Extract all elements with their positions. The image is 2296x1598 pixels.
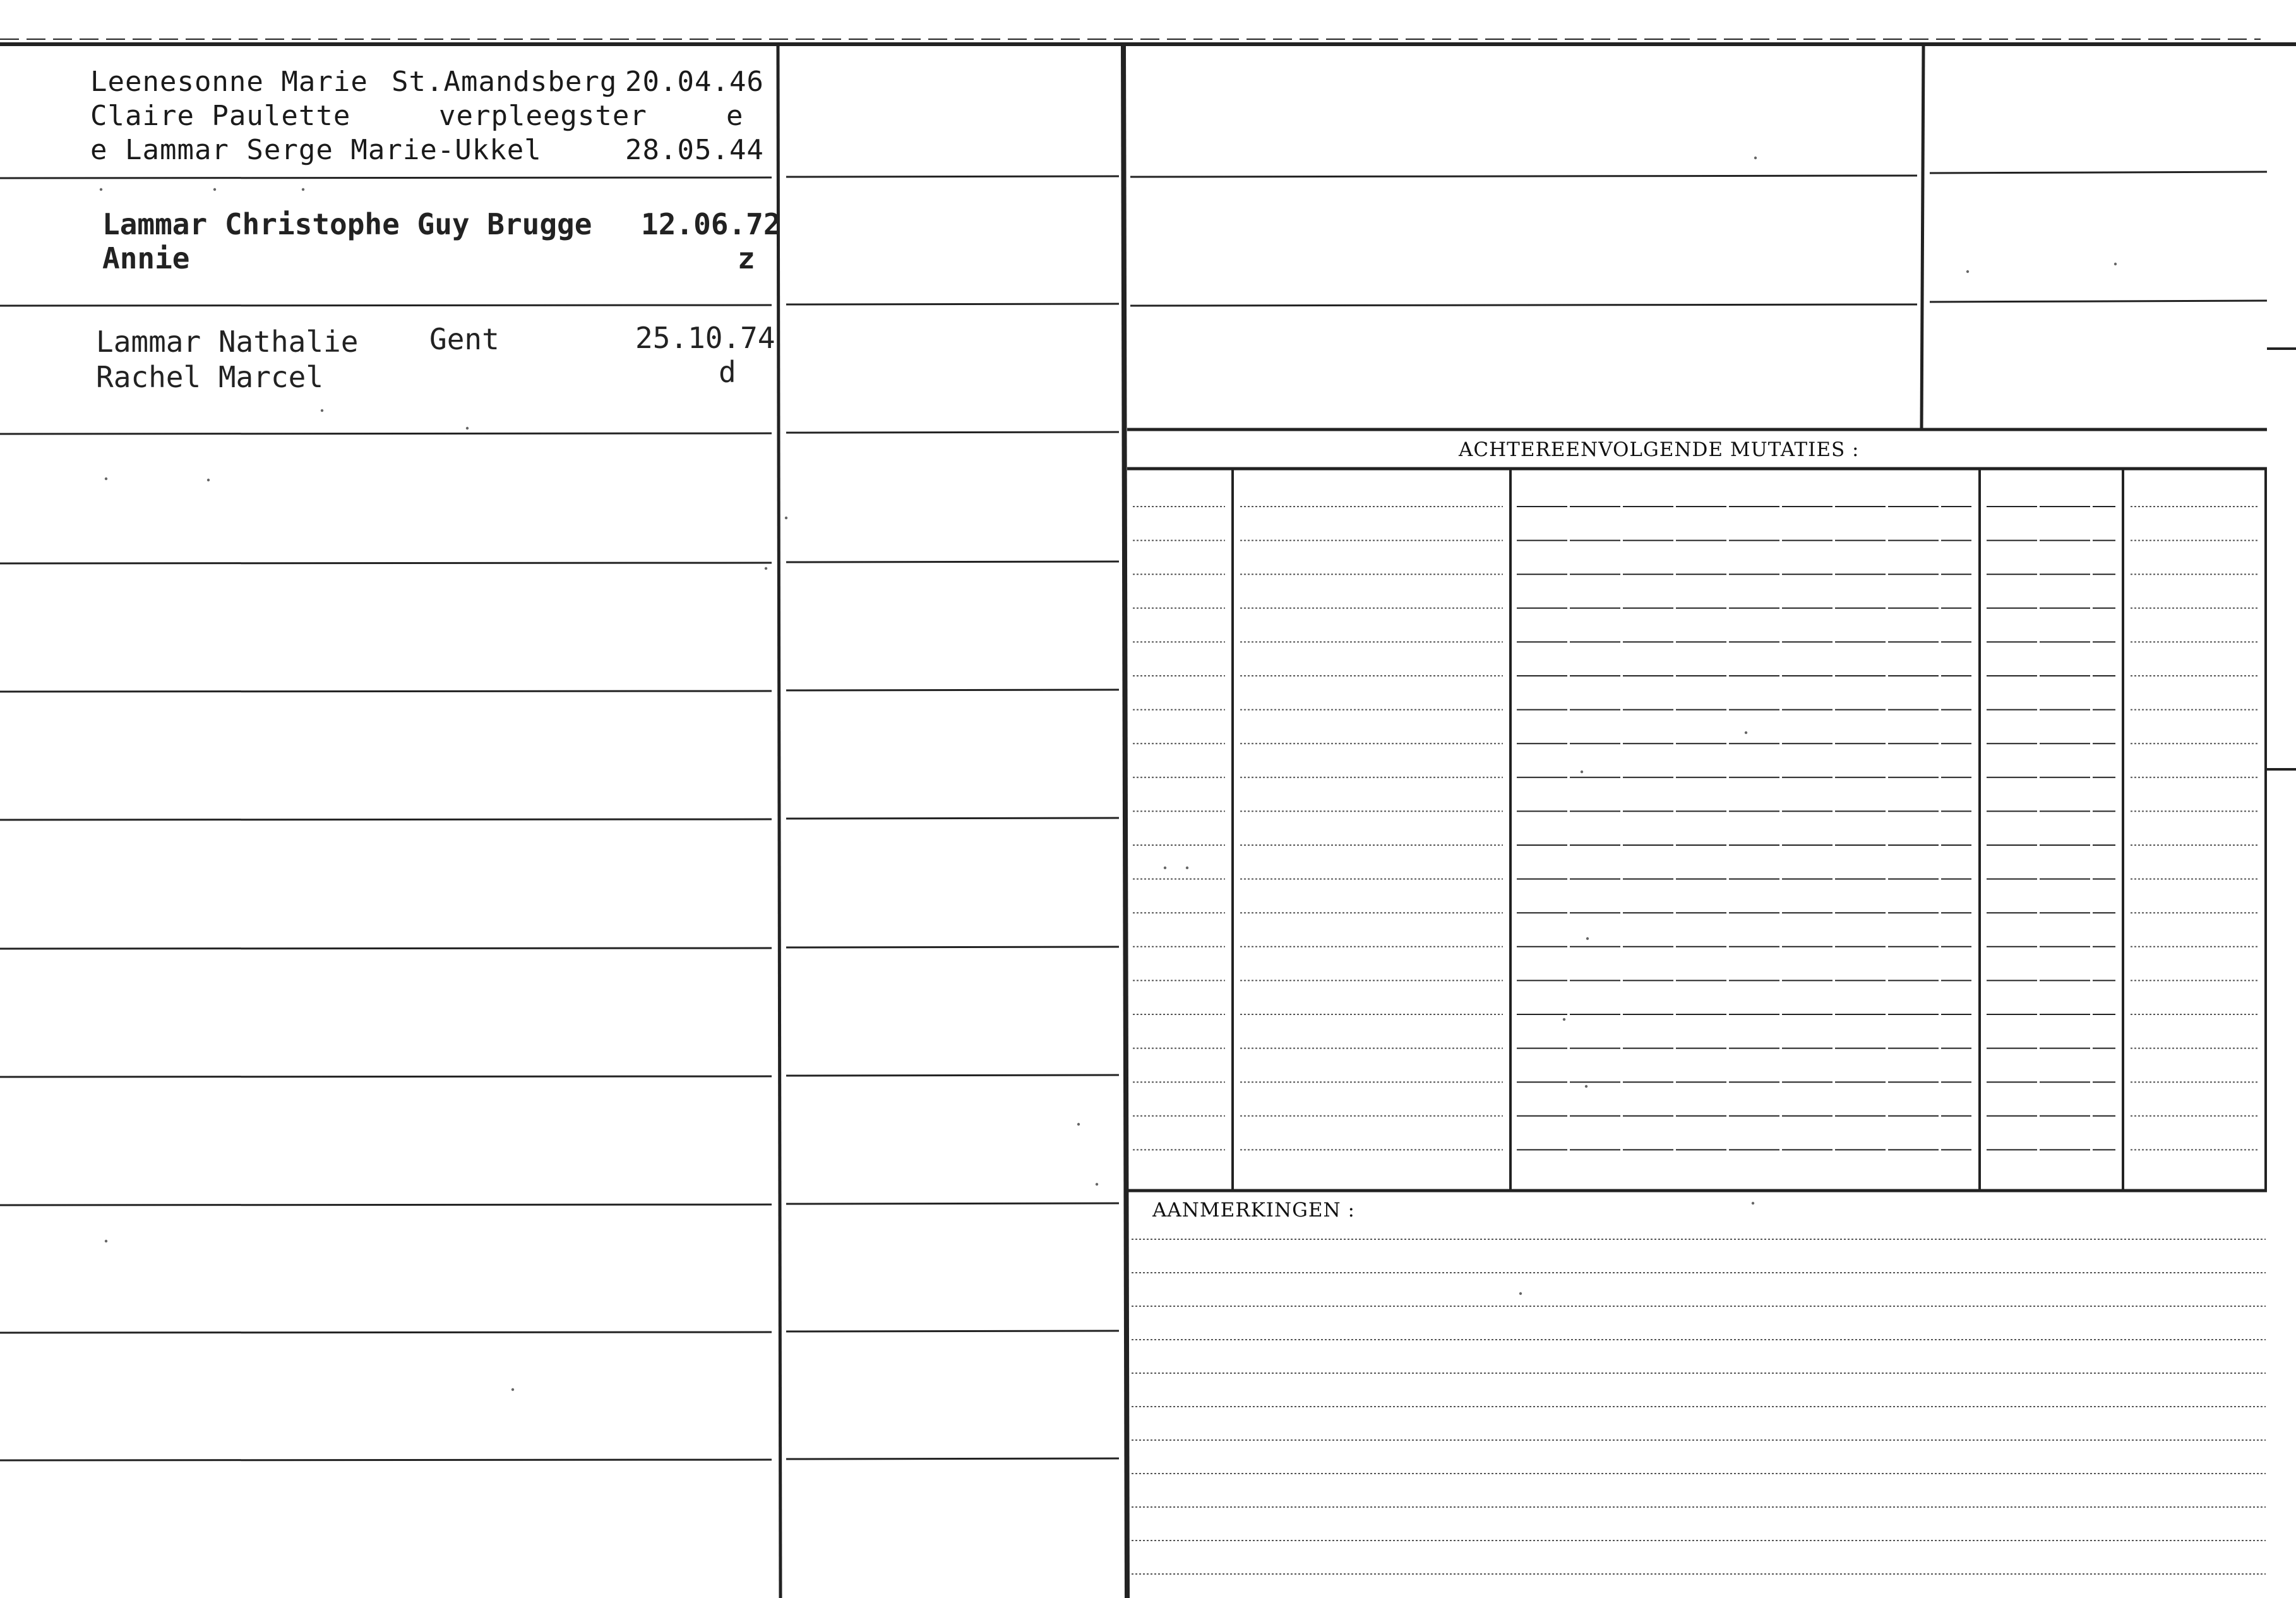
- record-2-date-line-2: z: [738, 241, 755, 275]
- record-2-name-line-2: Annie: [102, 241, 190, 275]
- record-2-name-line-1: Lammar Christophe Guy Brugge: [102, 207, 592, 241]
- record-1-name-line-2: Claire Paulette: [90, 100, 351, 132]
- record-1-date-line-1: 20.04.46: [625, 66, 764, 98]
- record-3-date-line-2: d: [719, 355, 736, 389]
- record-3-date-line-1: 25.10.74: [635, 321, 775, 355]
- record-1-date-line-3: 28.05.44: [625, 134, 764, 166]
- record-1-name-line-1: Leenesonne Marie: [90, 66, 368, 98]
- remarks-heading: AANMERKINGEN :: [1152, 1199, 1355, 1222]
- record-3-name-line-1: Lammar Nathalie: [96, 325, 359, 359]
- record-1-date-line-2: e: [726, 100, 744, 132]
- record-1-name-line-3: e Lammar Serge Marie-Ukkel: [90, 134, 542, 166]
- record-1-place-line-1: St.Amandsberg: [392, 66, 618, 98]
- record-3-name-line-2: Rachel Marcel: [96, 360, 324, 394]
- mutations-heading: ACHTEREENVOLGENDE MUTATIES :: [1459, 438, 1860, 461]
- record-1-place-line-2: verpleegster: [439, 100, 647, 132]
- record-3-place-line-1: Gent: [429, 322, 499, 356]
- record-2-date-line-1: 12.06.72: [641, 207, 781, 241]
